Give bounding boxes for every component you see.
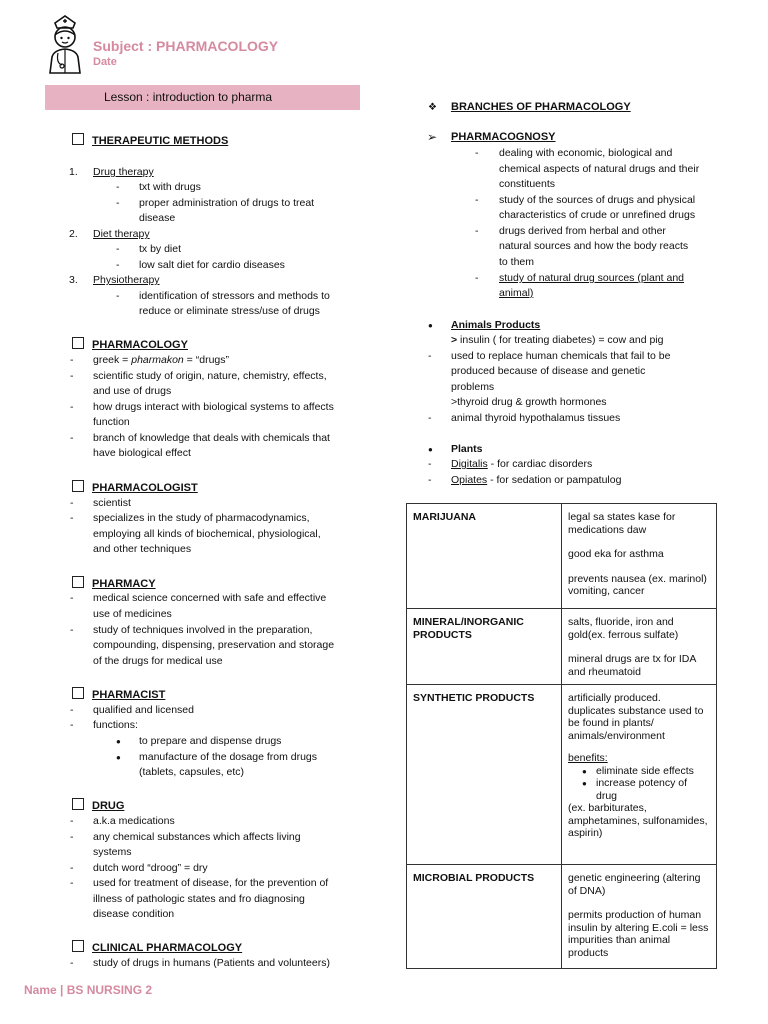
animals-line: used to replace human chemicals that fail to be (451, 350, 671, 362)
pharmacologist-line: specializes in the study of pharmacodynamics, (93, 512, 310, 524)
pharmacist-function: (tablets, capsules, etc) (139, 766, 245, 778)
table-cell-label: MINERAL/INORGANIC PRODUCTS (407, 609, 562, 685)
checkbox-icon (72, 576, 84, 588)
section-pharmacologist: PHARMACOLOGIST (72, 480, 198, 497)
plants-title: Plants (451, 443, 483, 455)
drug-line: dutch word “droog” = dry (93, 862, 208, 874)
pharmacist-function: to prepare and dispense drugs (139, 735, 282, 747)
table-cell-content: artificially produced. duplicates substance used to be found in plants/ animals/environment benefits: ● eliminate side effects ● increase potency of drug (ex. barbiturates, amphetamines, sulfonamides, aspirin) (562, 685, 717, 865)
table-row (407, 609, 717, 685)
pharmacognosy-line: drugs derived from herbal and other (499, 225, 666, 237)
table-cell-content: genetic engineering (altering of DNA) permits production of human insulin by altering E.coli = less impurities than animal products (562, 865, 717, 969)
clinical-line: study of drugs in humans (Patients and volunteers) (93, 957, 330, 969)
pharmacy-line: of the drugs for medical use (93, 655, 223, 667)
list-sub: proper administration of drugs to treat (139, 197, 315, 209)
pharmacognosy-line: to them (499, 256, 535, 268)
section-pharmacy: PHARMACY (72, 576, 156, 593)
dash: - (116, 259, 120, 271)
pharmacist-line: functions: (93, 719, 138, 731)
plants-line: Digitalis - for cardiac disorders (451, 458, 593, 470)
bullet-icon: ● (116, 737, 121, 746)
list-num: 1. (69, 166, 78, 178)
checkbox-icon (72, 133, 84, 145)
list-sub: reduce or eliminate stress/use of drugs (139, 305, 320, 317)
drug-line: a.k.a medications (93, 815, 175, 827)
dash: - (116, 290, 120, 302)
drug-line: used for treatment of disease, for the prevention of (93, 877, 329, 889)
dash: - (70, 370, 74, 382)
pharmacognosy-line: dealing with economic, biological and (499, 147, 673, 159)
dash: - (70, 704, 74, 716)
nurse-avatar-icon (44, 13, 86, 77)
dash: - (70, 815, 74, 827)
checkbox-icon (72, 798, 84, 810)
table-row (407, 685, 717, 865)
pharmacologist-line: and other techniques (93, 543, 192, 555)
dash: - (428, 458, 432, 470)
list-sub: low salt diet for cardio diseases (139, 259, 285, 271)
dash: - (70, 719, 74, 731)
dash: - (70, 512, 74, 524)
list-sub: tx by diet (139, 243, 182, 255)
dash: - (475, 194, 479, 206)
checkbox-icon (72, 337, 84, 349)
pharmacology-line: how drugs interact with biological systems to affects (93, 401, 334, 413)
animals-line: > insulin ( for treating diabetes) = cow and pig (451, 334, 664, 346)
dash: - (70, 862, 74, 874)
section-pharmacology: PHARMACOLOGY (72, 337, 188, 354)
pharmacognosy-line: study of the sources of drugs and physical (499, 194, 696, 206)
checkbox-icon (72, 687, 84, 699)
list-label: Diet therapy (93, 228, 150, 240)
pharmacology-line: greek = pharmakon = “drugs” (93, 354, 229, 366)
dash: - (70, 831, 74, 843)
drug-line: systems (93, 846, 132, 858)
dash: - (116, 243, 120, 255)
pharmacy-line: use of medicines (93, 608, 172, 620)
dash: - (70, 432, 74, 444)
pharmacology-line: have biological effect (93, 447, 191, 459)
drug-sources-table (406, 503, 717, 969)
section-pharmacist: PHARMACIST (72, 687, 165, 704)
section-clinical-pharmacology: CLINICAL PHARMACOLOGY (72, 940, 242, 957)
dash: - (475, 147, 479, 159)
table-cell-label: SYNTHETIC PRODUCTS (407, 685, 562, 865)
pharmacologist-line: employing all kinds of biochemical, physiological, (93, 528, 321, 540)
dash: - (70, 354, 74, 366)
drug-line: disease condition (93, 908, 175, 920)
pharmacognosy-line: study of natural drug sources (plant and (499, 272, 685, 284)
dash: - (428, 412, 432, 424)
section-drug: DRUG (72, 798, 124, 815)
list-sub: identification of stressors and methods to (139, 290, 330, 302)
table-cell-label: MARIJUANA (407, 504, 562, 609)
pharmacy-line: medical science concerned with safe and effective (93, 592, 327, 604)
animals-line: problems (451, 381, 495, 393)
table-cell-content: salts, fluoride, iron and gold(ex. ferrous sulfate) mineral drugs are tx for IDA and rheumatoid (562, 609, 717, 685)
list-label: Drug therapy (93, 166, 154, 178)
section-therapeutic-methods: THERAPEUTIC METHODS (72, 133, 228, 150)
dash: - (475, 272, 479, 284)
dash: - (70, 624, 74, 636)
pharmacist-line: qualified and licensed (93, 704, 194, 716)
dash: - (70, 877, 74, 889)
pharmacology-line: function (93, 416, 130, 428)
table-cell-label: MICROBIAL PRODUCTS (407, 865, 562, 969)
dash: - (70, 497, 74, 509)
checkbox-icon (72, 940, 84, 952)
dash: - (428, 474, 432, 486)
dash: - (475, 225, 479, 237)
pharmacy-line: compounding, dispensing, preservation and storage (93, 639, 335, 651)
animals-line: animal thyroid hypothalamus tissues (451, 412, 621, 424)
dash: - (70, 957, 74, 969)
pharmacognosy-line: characteristics of crude or unrefined drugs (499, 209, 696, 221)
bullet-icon: ● (116, 753, 121, 762)
list-label: Physiotherapy (93, 274, 160, 286)
pharmacognosy-line: animal) (499, 287, 534, 299)
diamond-bullet-icon: ❖ (428, 102, 437, 113)
list-sub: txt with drugs (139, 181, 201, 193)
drug-line: any chemical substances which affects living (93, 831, 301, 843)
pharmacist-function: manufacture of the dosage from drugs (139, 751, 318, 763)
dash: - (116, 181, 120, 193)
pharmacy-line: study of techniques involved in the preparation, (93, 624, 313, 636)
plants-line: Opiates - for sedation or pampatulog (451, 474, 622, 486)
pharmacognosy-line: constituents (499, 178, 556, 190)
arrow-bullet-icon: ➢ (427, 130, 438, 144)
footer-name: Name | BS NURSING 2 (24, 983, 153, 997)
dash: - (428, 350, 432, 362)
pharmacognosy-line: chemical aspects of natural drugs and their (499, 163, 700, 175)
table-row (407, 504, 717, 609)
bullet-icon: ● (428, 321, 433, 330)
list-num: 2. (69, 228, 78, 240)
table-row (407, 865, 717, 969)
dash: - (116, 197, 120, 209)
list-sub: disease (139, 212, 176, 224)
dash: - (70, 401, 74, 413)
pharmacognosy-line: natural sources and how the body reacts (499, 240, 689, 252)
pharmacology-line: branch of knowledge that deals with chemicals that (93, 432, 330, 444)
pharmacologist-line: scientist (93, 497, 131, 509)
pharmacology-line: and use of drugs (93, 385, 172, 397)
subject-title: Subject : PHARMACOLOGY (93, 38, 279, 54)
lesson-title: Lesson : introduction to pharma (104, 90, 273, 104)
bullet-icon: ● (428, 445, 433, 454)
drug-line: illness of pathologic states and fro diagnosing (93, 893, 305, 905)
table-cell-content: legal sa states kase for medications daw good eka for asthma prevents nausea (ex. marinol) vomiting, cancer (562, 504, 717, 609)
pharmacology-line: scientific study of origin, nature, chemistry, effects, (93, 370, 327, 382)
list-num: 3. (69, 274, 78, 286)
animals-line: >thyroid drug & growth hormones (451, 396, 607, 408)
dash: - (70, 592, 74, 604)
branches-title: BRANCHES OF PHARMACOLOGY (451, 101, 631, 113)
date-label: Date (93, 56, 117, 68)
animals-title: Animals Products (451, 319, 541, 331)
animals-line: produced because of disease and genetic (451, 365, 646, 377)
pharmacognosy-title: PHARMACOGNOSY (451, 131, 556, 143)
checkbox-icon (72, 480, 84, 492)
